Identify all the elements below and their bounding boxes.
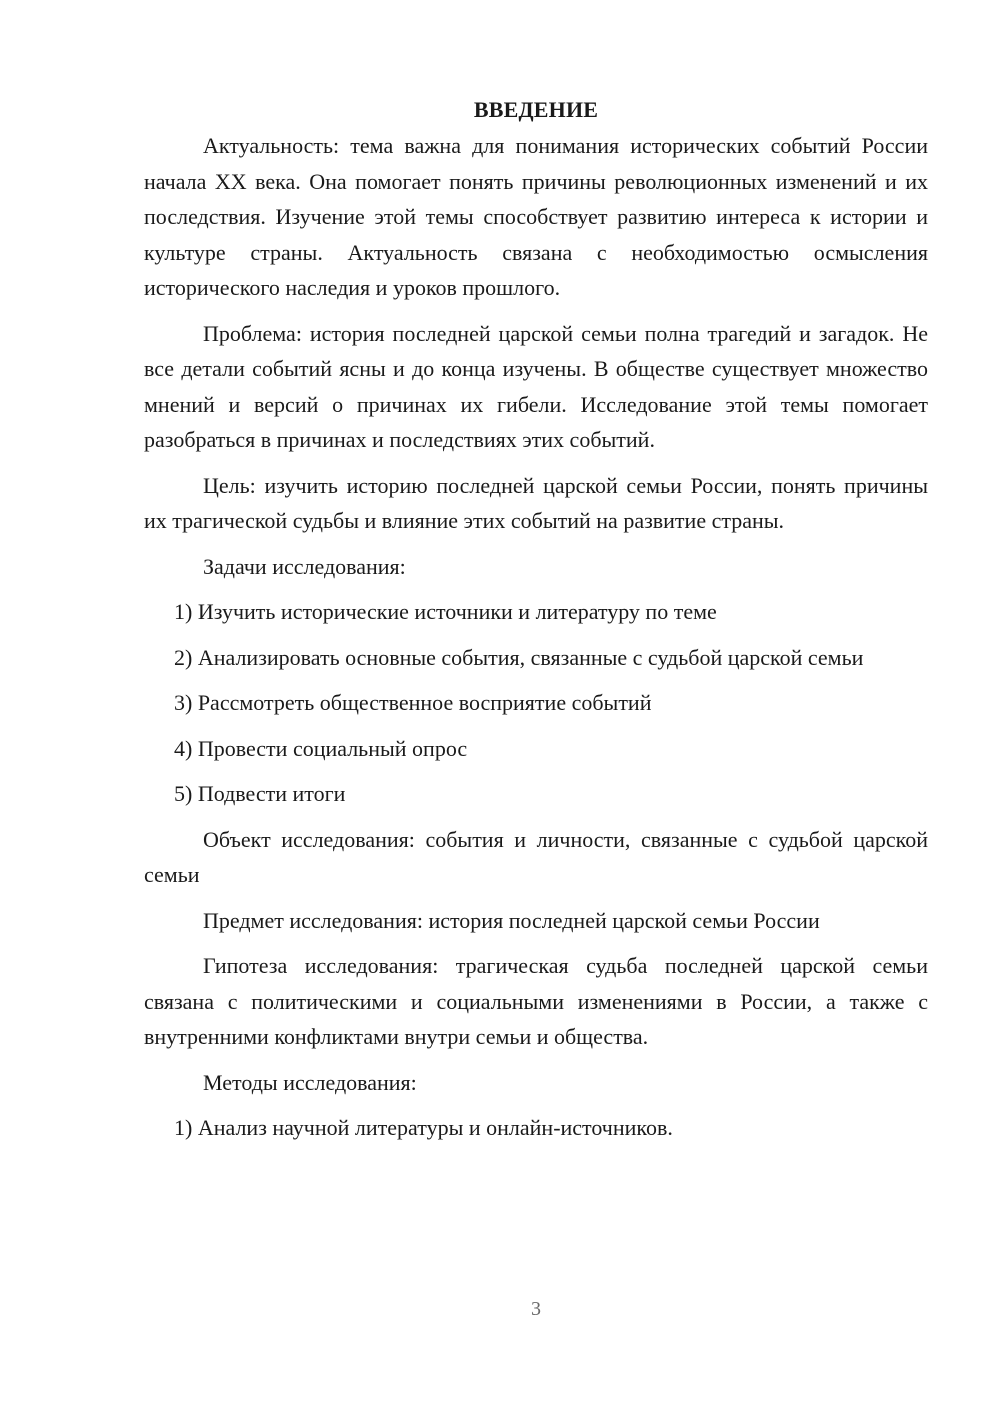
object-paragraph: Объект исследования: события и личности, связанные с судьбой царской семьи [144,826,928,887]
hypothesis-paragraph: Гипотеза исследования: трагическая судьба последней царской семьи связана с политическими и социальными изменениями в России, а также с внутренними конфликтами внутри семьи и общества. [144,953,928,1049]
task-item-4: 4) Провести социальный опрос [174,735,468,761]
method-item-1: 1) Анализ научной литературы и онлайн-источников. [174,1115,673,1140]
task-item-5: 5) Подвести итоги [174,781,346,806]
tasks-heading: Задачи исследования: [203,553,406,579]
page-number: 3 [531,1298,541,1320]
task-item-2: 2) Анализировать основные события, связанные с судьбой царской семьи [174,644,864,670]
relevance-paragraph: Актуальность: тема важна для понимания исторических событий России начала XX века. Она помогает понять причины революционных изменений и их последствия. Изучение этой темы способствует развитию интереса к истории и культуре страны. Актуальность связана с необходимостью осмысления исторического наследия и уроков прошлого. [144,133,928,300]
methods-heading: Методы исследования: [203,1069,417,1095]
subject-paragraph: Предмет исследования: история последней царской семьи России [203,907,820,933]
document-page [144,92,928,1156]
task-item-3: 3) Рассмотреть общественное восприятие событий [174,690,652,715]
problem-paragraph: Проблема: история последней царской семьи полна трагедий и загадок. Не все детали событий ясны и до конца изучены. В обществе существует множество мнений и версий о причинах их гибели. Исследование этой темы помогает разобраться в причинах и последствиях этих событий. [144,320,928,452]
goal-paragraph: Цель: изучить историю последней царской семьи России, понять причины их трагической судьбы и влияние этих событий на развитие страны. [144,472,928,533]
task-item-1: 1) Изучить исторические источники и литературу по теме [174,599,717,624]
section-title: ВВЕДЕНИЕ [473,97,599,122]
